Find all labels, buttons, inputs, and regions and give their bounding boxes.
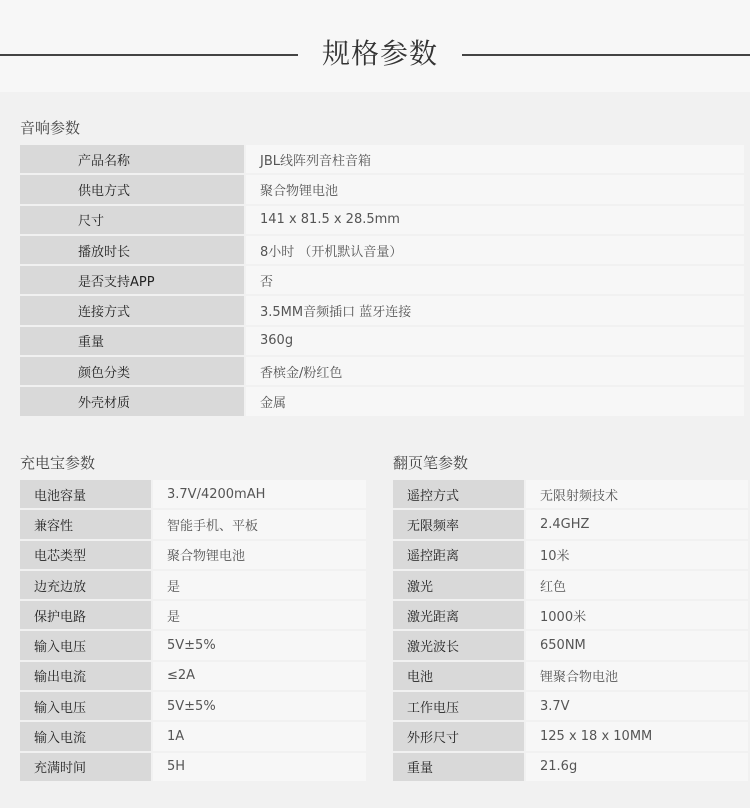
spec-value: 香槟金/粉红色 xyxy=(244,357,744,385)
table-row xyxy=(20,236,744,264)
spec-label: 遥控方式 xyxy=(393,480,524,508)
table-row xyxy=(20,510,366,538)
spec-label: 充满时间 xyxy=(20,753,151,781)
table-row xyxy=(20,753,366,781)
spec-label: 工作电压 xyxy=(393,692,524,720)
spec-value: 金属 xyxy=(244,387,744,415)
table-row xyxy=(20,357,744,385)
pen-spec-table xyxy=(393,478,748,783)
spec-label: 无限频率 xyxy=(393,510,524,538)
table-row xyxy=(20,631,366,659)
spec-value: 智能手机、平板 xyxy=(151,510,366,538)
table-row xyxy=(20,480,366,508)
spec-label: 连接方式 xyxy=(20,296,244,324)
spec-value: 3.7V/4200mAH xyxy=(151,480,366,508)
spec-value: 2.4GHZ xyxy=(524,510,748,538)
spec-label: 保护电路 xyxy=(20,601,151,629)
page-header xyxy=(0,0,750,92)
spec-label: 电池容量 xyxy=(20,480,151,508)
table-row xyxy=(393,753,748,781)
table-row xyxy=(20,145,744,173)
page-title: 规格参数 xyxy=(321,37,438,70)
spec-label: 激光波长 xyxy=(393,631,524,659)
spec-value: 5V±5% xyxy=(151,631,366,659)
spec-label: 供电方式 xyxy=(20,175,244,203)
spec-value: 125 x 18 x 10MM xyxy=(524,722,748,750)
power-section-title: 充电宝参数 xyxy=(20,454,96,472)
spec-label: 遥控距离 xyxy=(393,541,524,569)
table-row xyxy=(20,266,744,294)
spec-label: 电池 xyxy=(393,662,524,690)
table-row xyxy=(393,601,748,629)
spec-label: 输出电流 xyxy=(20,662,151,690)
table-row xyxy=(393,480,748,508)
audio-spec-table xyxy=(20,143,744,418)
table-row xyxy=(20,327,744,355)
spec-label: 兼容性 xyxy=(20,510,151,538)
spec-label: 输入电压 xyxy=(20,631,151,659)
spec-label: 重量 xyxy=(393,753,524,781)
table-row xyxy=(393,541,748,569)
audio-section-title: 音响参数 xyxy=(20,119,81,137)
table-row xyxy=(393,631,748,659)
spec-label: 是否支持APP xyxy=(20,266,244,294)
spec-value: ≤2A xyxy=(151,662,366,690)
spec-value: 3.7V xyxy=(524,692,748,720)
spec-value: 360g xyxy=(244,327,744,355)
spec-value: 是 xyxy=(151,571,366,599)
header-divider-left xyxy=(0,54,298,56)
spec-value: 141 x 81.5 x 28.5mm xyxy=(244,206,744,234)
spec-value: 8小时 （开机默认音量） xyxy=(244,236,744,264)
spec-value: 红色 xyxy=(524,571,748,599)
spec-label: 重量 xyxy=(20,327,244,355)
spec-value: JBL线阵列音柱音箱 xyxy=(244,145,744,173)
table-row xyxy=(393,722,748,750)
table-row xyxy=(393,662,748,690)
table-row xyxy=(20,387,744,415)
spec-value: 1A xyxy=(151,722,366,750)
spec-value: 10米 xyxy=(524,541,748,569)
table-row xyxy=(20,541,366,569)
table-row xyxy=(20,692,366,720)
spec-label: 产品名称 xyxy=(20,145,244,173)
table-row xyxy=(20,175,744,203)
table-row xyxy=(20,601,366,629)
header-divider-right xyxy=(462,54,750,56)
spec-value: 聚合物锂电池 xyxy=(151,541,366,569)
spec-label: 颜色分类 xyxy=(20,357,244,385)
spec-value: 否 xyxy=(244,266,744,294)
spec-value: 650NM xyxy=(524,631,748,659)
spec-label: 电芯类型 xyxy=(20,541,151,569)
spec-label: 输入电压 xyxy=(20,692,151,720)
spec-value: 聚合物锂电池 xyxy=(244,175,744,203)
table-row xyxy=(393,571,748,599)
spec-value: 21.6g xyxy=(524,753,748,781)
table-row xyxy=(20,296,744,324)
pen-section-title: 翻页笔参数 xyxy=(393,454,469,472)
spec-label: 尺寸 xyxy=(20,206,244,234)
power-spec-table xyxy=(20,478,366,783)
spec-label: 激光距离 xyxy=(393,601,524,629)
spec-value: 是 xyxy=(151,601,366,629)
spec-value: 5V±5% xyxy=(151,692,366,720)
spec-value: 3.5MM音频插口 蓝牙连接 xyxy=(244,296,744,324)
spec-label: 边充边放 xyxy=(20,571,151,599)
table-row xyxy=(20,722,366,750)
spec-value: 1000米 xyxy=(524,601,748,629)
spec-value: 5H xyxy=(151,753,366,781)
table-row xyxy=(20,662,366,690)
spec-label: 输入电流 xyxy=(20,722,151,750)
table-row xyxy=(20,206,744,234)
spec-value: 锂聚合物电池 xyxy=(524,662,748,690)
spec-label: 激光 xyxy=(393,571,524,599)
table-row xyxy=(20,571,366,599)
table-row xyxy=(393,510,748,538)
spec-label: 外形尺寸 xyxy=(393,722,524,750)
table-row xyxy=(393,692,748,720)
spec-label: 外壳材质 xyxy=(20,387,244,415)
spec-label: 播放时长 xyxy=(20,236,244,264)
spec-value: 无限射频技术 xyxy=(524,480,748,508)
